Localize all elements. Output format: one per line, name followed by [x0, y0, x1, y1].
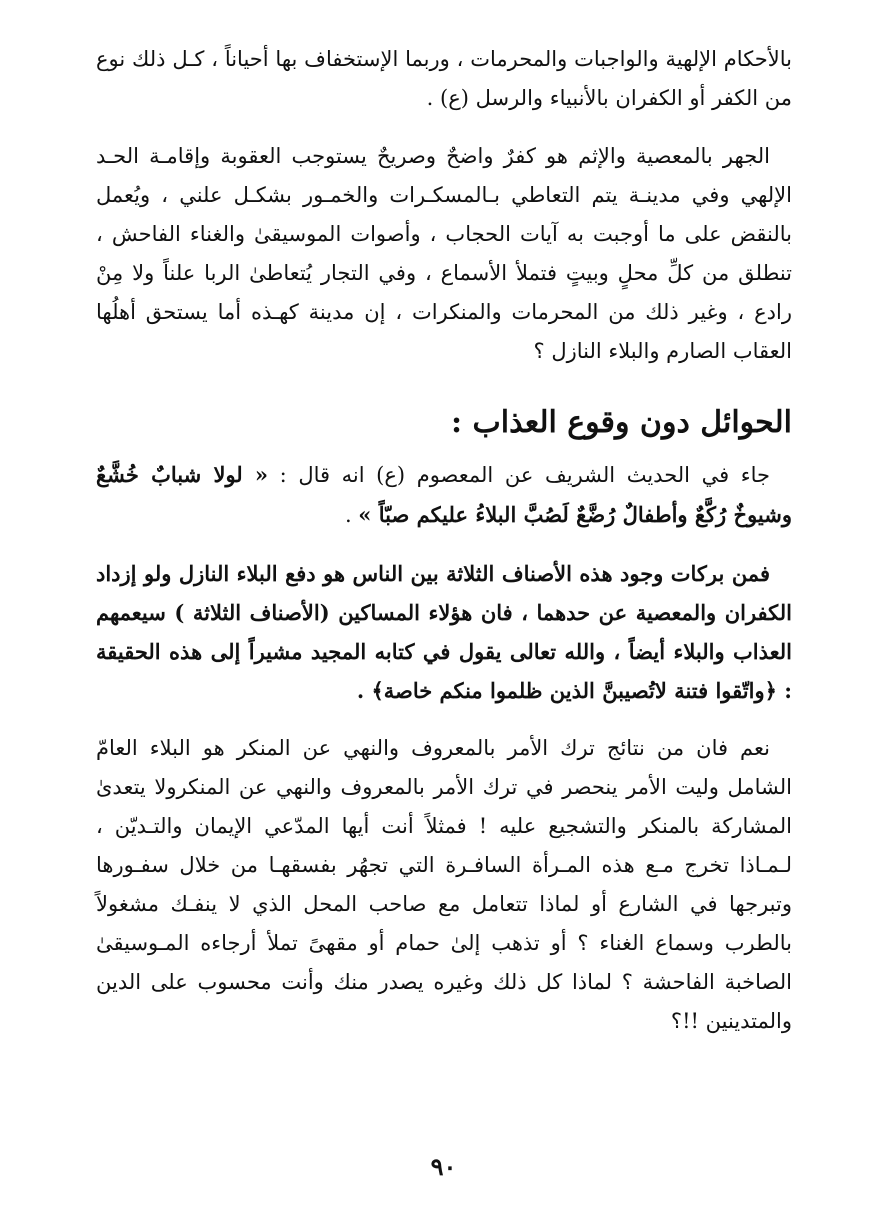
page-number: ٩٠: [430, 1152, 457, 1181]
page-body: [96, 40, 792, 1060]
paragraph-1: بالأحكام الإلهية والواجبات والمحرمات ، وربما الإستخفاف بها أحياناً ، كـل ذلك نوع من الكفر أو الكفران بالأنبياء والرسل (ع) .: [96, 47, 792, 110]
paragraph-3-intro: جاء في الحديث الشريف عن المعصوم (ع) انه قال :: [268, 463, 770, 487]
paragraph-3: [96, 455, 792, 535]
quran-verse: ﴿واتّقوا فتنة لاتُصيبنَّ الذين ظلموا منكم خاصة﴾: [371, 678, 777, 703]
paragraph-5: نعم فان من نتائج ترك الأمر بالمعروف والنهي عن المنكر هو البلاء العامّ الشامل وليت الأمر ينحصر في ترك الأمر بالمعروف والنهي عن المنكرولا يتعدىٰ المشاركة بالمنكر والتشجيع عليه ! فمثلاً أنت أيها المدّعي الإيمان والتـديّن ، لـمـاذا تخرج مـع هذه المـرأة السافـرة التي تجهُر بفسقهـا من خلال سفـورها وتبرجها في الشارع أو لماذا تتعامل مع صاحب المحل الذي لا ينفـك مشغولاً بالطرب وسماع الغناء ؟ أو تذهب إلىٰ حمام أو مقهىً تملأ أرجاءه المـوسيقىٰ الصاخبة الفاحشة ؟ لماذا كل ذلك وغيره يصدر منك وأنت محسوب على الدين والمتدينين !!؟: [96, 736, 792, 1033]
paragraph-3-end: .: [344, 503, 359, 527]
section-heading: الحوائل دون وقوع العذاب :: [451, 405, 792, 440]
hadith-quote: « لولا شبابٌ خُشَّعٌ وشيوخٌ رُكَّعٌ وأطفالٌ رُضَّعٌ لَصُبَّ البلاءُ عليكم صبّاً »: [96, 462, 792, 527]
paragraph-4-end: .: [356, 678, 372, 703]
paragraph-2: الجهر بالمعصية والإثم هو كفرٌ واضحٌ وصريحٌ يستوجب العقوبة وإقامـة الحـد الإلهي وفي مدينـة يتم التعاطي بـالمسكـرات والخمـور بشكـل علني ، ويُعمل بالنقض على ما أوجبت به آيات الحجاب ، وأصوات الموسيقىٰ والغناء الفاحش ، تنطلق من كلِّ محلٍ وبيتٍ فتملأ الأسماع ، وفي التجار يُتعاطىٰ الربا علناً ولا مِنْ رادع ، وغير ذلك من المحرمات والمنكرات ، إن مدينة كهـذه أما يستحق أهلُها العقاب الصارم والبلاء النازل ؟: [96, 144, 792, 363]
paragraph-4-intro: فمن بركات وجود هذه الأصناف الثلاثة بين الناس هو دفع البلاء النازل ولو إزداد الكفران والمعصية عن حدهما ، فان هؤلاء المساكين (الأصناف الثلاثة ) سيعمهم العذاب والبلاء أيضاً ، والله تعالى يقول في كتابه المجيد مشيراً إلى هذه الحقيقة :: [96, 561, 792, 703]
paragraph-4: [96, 554, 792, 710]
